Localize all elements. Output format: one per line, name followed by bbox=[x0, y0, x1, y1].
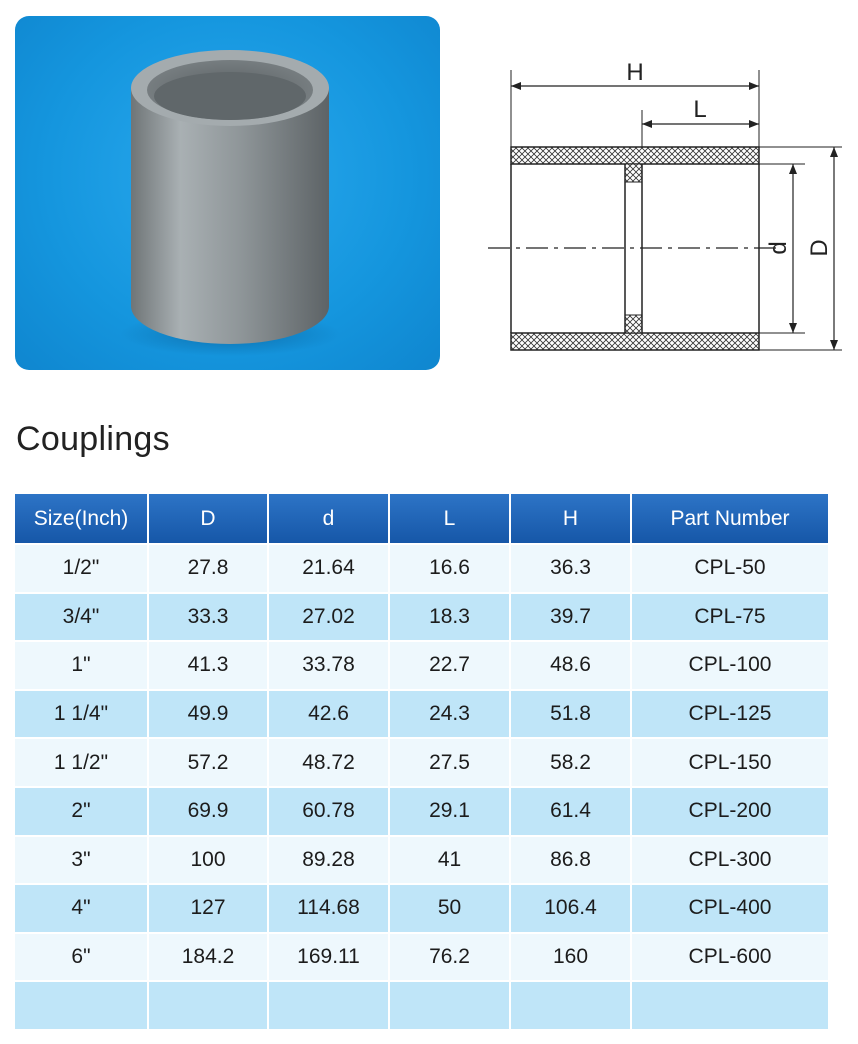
cell-D: 33.3 bbox=[149, 592, 269, 641]
header-part-number: Part Number bbox=[632, 494, 828, 543]
cell-size: 2" bbox=[15, 786, 149, 835]
table-row bbox=[15, 883, 828, 932]
cell-part-number: CPL-75 bbox=[632, 592, 828, 641]
header-D: D bbox=[149, 494, 269, 543]
cell-H: 61.4 bbox=[511, 786, 632, 835]
cell-H: 86.8 bbox=[511, 835, 632, 884]
cell-size: 4" bbox=[15, 883, 149, 932]
cell-D: 127 bbox=[149, 883, 269, 932]
cell-d: 60.78 bbox=[269, 786, 390, 835]
header-L: L bbox=[390, 494, 511, 543]
cell-L: 27.5 bbox=[390, 737, 511, 786]
cell-D: 49.9 bbox=[149, 689, 269, 738]
cell-H bbox=[511, 980, 632, 1029]
page-title: Couplings bbox=[16, 420, 170, 458]
cell-part-number: CPL-200 bbox=[632, 786, 828, 835]
cell-L: 22.7 bbox=[390, 640, 511, 689]
cell-size: 6" bbox=[15, 932, 149, 981]
cell-d: 48.72 bbox=[269, 737, 390, 786]
cell-H: 36.3 bbox=[511, 543, 632, 592]
cell-part-number: CPL-125 bbox=[632, 689, 828, 738]
cell-part-number: CPL-600 bbox=[632, 932, 828, 981]
cell-L: 50 bbox=[390, 883, 511, 932]
table-row bbox=[15, 980, 828, 1029]
cell-H: 106.4 bbox=[511, 883, 632, 932]
product-photo bbox=[15, 16, 440, 370]
cell-size: 1 1/4" bbox=[15, 689, 149, 738]
cell-D: 69.9 bbox=[149, 786, 269, 835]
cell-size: 1/2" bbox=[15, 543, 149, 592]
dimension-d-label: d bbox=[765, 241, 792, 255]
cell-size: 3/4" bbox=[15, 592, 149, 641]
cell-d bbox=[269, 980, 390, 1029]
dimension-L-label: L bbox=[693, 96, 707, 123]
cell-L: 18.3 bbox=[390, 592, 511, 641]
dimension-H-label: H bbox=[626, 59, 644, 86]
cell-size: 1 1/2" bbox=[15, 737, 149, 786]
cell-D: 27.8 bbox=[149, 543, 269, 592]
cell-H: 160 bbox=[511, 932, 632, 981]
table-header-row bbox=[15, 494, 828, 543]
dimension-D-label: D bbox=[806, 239, 833, 257]
cell-H: 39.7 bbox=[511, 592, 632, 641]
cell-d: 89.28 bbox=[269, 835, 390, 884]
cell-H: 48.6 bbox=[511, 640, 632, 689]
cell-part-number: CPL-150 bbox=[632, 737, 828, 786]
table-row bbox=[15, 689, 828, 738]
header-size: Size(Inch) bbox=[15, 494, 149, 543]
cell-size: 1" bbox=[15, 640, 149, 689]
coupling-illustration bbox=[15, 16, 440, 370]
header-H: H bbox=[511, 494, 632, 543]
cell-L bbox=[390, 980, 511, 1029]
cell-d: 169.11 bbox=[269, 932, 390, 981]
cell-d: 27.02 bbox=[269, 592, 390, 641]
cell-H: 51.8 bbox=[511, 689, 632, 738]
table-row bbox=[15, 786, 828, 835]
table-row bbox=[15, 543, 828, 592]
table-row bbox=[15, 932, 828, 981]
cell-D: 41.3 bbox=[149, 640, 269, 689]
header-d: d bbox=[269, 494, 390, 543]
cell-d: 114.68 bbox=[269, 883, 390, 932]
cell-part-number: CPL-400 bbox=[632, 883, 828, 932]
cell-d: 33.78 bbox=[269, 640, 390, 689]
cell-d: 21.64 bbox=[269, 543, 390, 592]
cell-part-number: CPL-50 bbox=[632, 543, 828, 592]
cell-L: 76.2 bbox=[390, 932, 511, 981]
cell-D: 57.2 bbox=[149, 737, 269, 786]
cell-L: 41 bbox=[390, 835, 511, 884]
cell-D: 184.2 bbox=[149, 932, 269, 981]
table-row bbox=[15, 737, 828, 786]
table-row bbox=[15, 592, 828, 641]
cell-H: 58.2 bbox=[511, 737, 632, 786]
cell-part-number bbox=[632, 980, 828, 1029]
cell-size: 3" bbox=[15, 835, 149, 884]
cell-d: 42.6 bbox=[269, 689, 390, 738]
cell-L: 16.6 bbox=[390, 543, 511, 592]
cell-D: 100 bbox=[149, 835, 269, 884]
cell-size bbox=[15, 980, 149, 1029]
cell-part-number: CPL-100 bbox=[632, 640, 828, 689]
table-row bbox=[15, 640, 828, 689]
coupling-cross-section-diagram bbox=[480, 40, 850, 370]
cell-part-number: CPL-300 bbox=[632, 835, 828, 884]
cell-L: 24.3 bbox=[390, 689, 511, 738]
cell-L: 29.1 bbox=[390, 786, 511, 835]
specification-table bbox=[15, 494, 828, 1029]
table-row bbox=[15, 835, 828, 884]
cell-D bbox=[149, 980, 269, 1029]
